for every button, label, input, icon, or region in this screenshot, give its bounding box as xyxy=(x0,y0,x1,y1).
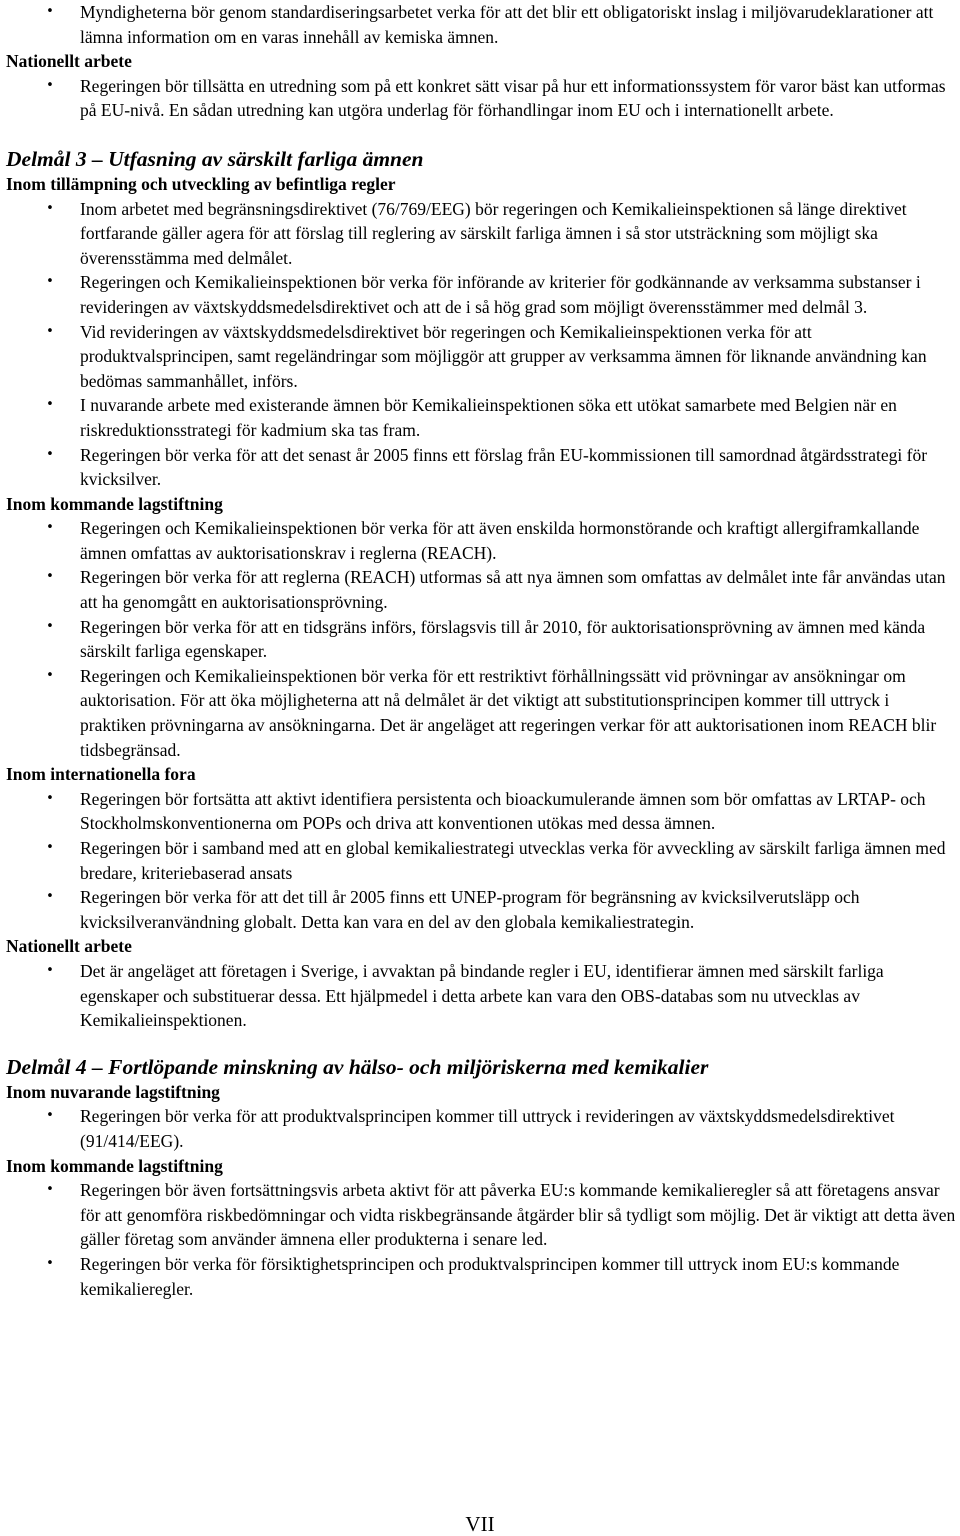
bullet-icon: • xyxy=(46,840,54,855)
list-item-text: Regeringen bör verka för att produktvalsprincipen kommer till uttryck i revideringen av växtskyddsmedelsdirektivet (91/414/EEG). xyxy=(80,1106,895,1151)
bullet-list xyxy=(6,197,956,492)
bullet-icon: • xyxy=(46,274,54,290)
bullet-list xyxy=(6,1178,956,1301)
list-item xyxy=(6,74,956,123)
list-item-text: Regeringen och Kemikalieinspektionen bör verka för att även enskilda hormonstörande och kraftigt allergiframkallande ämnen omfattas av auktorisationskrav i reglerna (REACH). xyxy=(80,518,920,563)
bullet-icon: • xyxy=(46,520,54,536)
list-item xyxy=(6,615,956,664)
list-item-text: Inom arbetet med begränsningsdirektivet (76/769/EEG) bör regeringen och Kemikalieinspektionen så länge direktivet fortfarande gäller agera för att förslag till reglering av särskilt farliga ämnen i så stor utsträckning som möjligt ska överensstämma med delmålet. xyxy=(80,198,907,268)
list-item-text: Regeringen bör verka för att det senast år 2005 finns ett förslag från EU-kommissionen till samordnad åtgärdsstrategi för kvicksilver. xyxy=(80,444,928,490)
page-number: VII xyxy=(465,1512,495,1536)
list-item xyxy=(6,320,956,394)
bullet-list xyxy=(6,787,956,935)
list-item-text: I nuvarande arbete med existerande ämnen bör Kemikalieinspektionen söka ett utökat samarbete med Belgien när en riskreduktionsstrategi för kadmium ska tas fram. xyxy=(80,395,897,440)
bullet-icon: • xyxy=(46,323,54,339)
bullet-icon: • xyxy=(46,200,54,216)
section-heading-delmal-4: Delmål 4 – Fortlöpande minskning av hälso- och miljöriskerna med kemikalier xyxy=(6,1054,709,1079)
bullet-icon: • xyxy=(46,1255,54,1271)
list-item-text: Regeringen bör verka för att reglerna (REACH) utformas så att nya ämnen som omfattas av delmålet inte får användas utan att ha genomgått en auktorisationsprövning. xyxy=(80,567,946,613)
bullet-icon: • xyxy=(46,790,54,806)
bullet-list xyxy=(6,959,956,1033)
bullet-icon: • xyxy=(46,77,54,93)
list-item xyxy=(6,1178,956,1252)
list-item xyxy=(6,0,956,49)
subsection-heading: Inom tillämpning och utveckling av befintliga regler xyxy=(6,173,396,194)
bullet-list xyxy=(6,516,956,762)
list-item xyxy=(6,1252,956,1301)
subsection-heading: Inom nuvarande lagstiftning xyxy=(6,1081,220,1102)
list-item xyxy=(6,197,956,271)
bullet-icon: • xyxy=(46,1182,54,1198)
subsection-heading: Nationellt arbete xyxy=(6,936,132,957)
bullet-list xyxy=(6,0,956,49)
list-item xyxy=(6,516,956,565)
list-item-text: Regeringen bör verka för att det till år 2005 finns ett UNEP-program för begränsning av kvicksilverutsläpp och kvicksilveranvändning globalt. Detta kan vara en del av den globala kemikaliestrategin. xyxy=(80,887,860,932)
list-item xyxy=(6,1104,956,1153)
list-item-text: Det är angeläget att företagen i Sverige, i avvaktan på bindande regler i EU, identifierar ämnen med särskilt farliga egenskaper och substituerar dessa. Ett hjälpmedel i detta arbete kan vara den OBS-databas som nu utvecklas av Kemikalieinspektionen. xyxy=(80,960,884,1031)
list-item xyxy=(6,959,956,1033)
list-item xyxy=(6,565,956,614)
bullet-icon: • xyxy=(46,1108,54,1124)
bullet-icon: • xyxy=(46,569,54,585)
list-item xyxy=(6,836,956,885)
list-item xyxy=(6,664,956,762)
bullet-icon: • xyxy=(46,4,54,19)
bullet-icon: • xyxy=(46,889,54,905)
list-item xyxy=(6,393,956,442)
list-item xyxy=(6,787,956,836)
list-item-text: Regeringen och Kemikalieinspektionen bör verka för ett restriktivt förhållningssätt vid prövningar av ansökningar om auktorisation. För att öka möjligheterna att nå delmålet är det viktigt att substitutionsprincipen kommer till uttryck i praktiken prövningarna av ansökningarna. Det är angeläget att regeringen verkar för att auktorisationen inom REACH blir tidsbegränsad. xyxy=(80,665,937,760)
list-item-text: Regeringen bör fortsätta att aktivt identifiera persistenta och bioackumulerande ämnen som bör omfattas av LRTAP- och Stockholmskonventionerna om POPs och driva att konventionen utökas med dessa ämnen. xyxy=(80,788,926,834)
subsection-heading: Nationellt arbete xyxy=(6,51,132,72)
list-item-text: Vid revideringen av växtskyddsmedelsdirektivet bör regeringen och Kemikalieinspektionen verka för att produktvalsprincipen, samt regeländringar som möjliggör att grupper av verksamma ämnen för liknande användning kan bedömas sammanhållet, införs. xyxy=(80,321,927,391)
subsection-heading: Inom kommande lagstiftning xyxy=(6,1155,223,1176)
list-item xyxy=(6,270,956,319)
list-item-text: Myndigheterna bör genom standardiseringsarbetet verka för att det blir ett obligatoriskt inslag i miljövarudeklarationer att lämna information om en varas innehåll av kemiska ämnen. xyxy=(80,2,934,47)
bullet-icon: • xyxy=(46,446,54,462)
list-item-text: Regeringen och Kemikalieinspektionen bör verka för införande av kriterier för godkännande av verksamma substanser i revideringen av växtskyddsmedelsdirektivet och att de i så hög grad som möjligt överensstämmer med delmål 3. xyxy=(80,272,921,317)
bullet-icon: • xyxy=(46,962,54,978)
list-item-text: Regeringen bör verka för att en tidsgräns införs, förslagsvis till år 2010, för auktorisationsprövning av ämnen med kända särskilt farliga egenskaper. xyxy=(80,616,926,662)
list-item-text: Regeringen bör i samband med att en global kemikaliestrategi utvecklas verka för avveckling av särskilt farliga ämnen med bredare, kriteriebaserad ansats xyxy=(80,838,946,883)
list-item xyxy=(6,443,956,492)
bullet-list xyxy=(6,74,956,123)
list-item-text: Regeringen bör även fortsättningsvis arbeta aktivt för att påverka EU:s kommande kemikalieregler så att företagens ansvar för att genomföra riskbedömningar och vidta riskbegränsande åtgärder blir så tydligt som möjlig. Det är viktigt att detta även gäller företag som använder ämnena eller produkterna i senare led. xyxy=(80,1180,956,1250)
bullet-icon: • xyxy=(46,618,54,634)
bullet-list xyxy=(6,1104,956,1153)
list-item xyxy=(6,885,956,934)
section-heading-delmal-3: Delmål 3 – Utfasning av särskilt farliga ämnen xyxy=(6,146,424,171)
subsection-heading: Inom kommande lagstiftning xyxy=(6,493,223,514)
subsection-heading: Inom internationella fora xyxy=(6,764,196,785)
bullet-icon: • xyxy=(46,667,54,683)
list-item-text: Regeringen bör tillsätta en utredning som på ett konkret sätt visar på hur ett informationssystem för varor bäst kan utformas på EU-nivå. En sådan utredning kan utgöra underlag för förhandlingar inom EU och i internationellt arbete. xyxy=(80,75,946,121)
bullet-icon: • xyxy=(46,397,54,413)
document-page xyxy=(6,0,956,1301)
list-item-text: Regeringen bör verka för försiktighetsprincipen och produktvalsprincipen kommer till uttryck inom EU:s kommande kemikalieregler. xyxy=(80,1253,900,1299)
